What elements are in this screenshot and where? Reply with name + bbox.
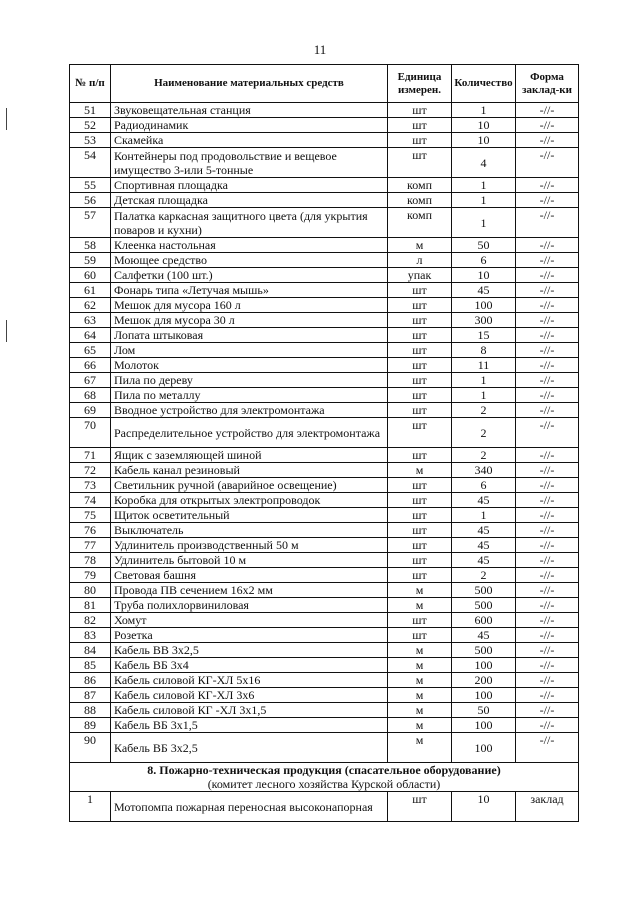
row-name: Палатка каркасная защитного цвета (для укрытия поваров и кухни): [111, 208, 388, 238]
row-name: Вводное устройство для электромонтажа: [111, 403, 388, 418]
table-row: [70, 493, 579, 508]
row-unit: м: [388, 718, 452, 733]
row-name: Лом: [111, 343, 388, 358]
row-qty: 1: [452, 103, 516, 118]
row-qty: 10: [452, 133, 516, 148]
row-number: 79: [70, 568, 111, 583]
row-unit: шт: [388, 328, 452, 343]
section-cell: [70, 763, 579, 792]
row-unit: м: [388, 688, 452, 703]
row-number: 87: [70, 688, 111, 703]
row-form: -//-: [516, 253, 579, 268]
table-row: [70, 283, 579, 298]
table-row: [70, 268, 579, 283]
row-form: заклад: [516, 792, 579, 822]
row-qty: 8: [452, 343, 516, 358]
row-number: 64: [70, 328, 111, 343]
row-unit: м: [388, 238, 452, 253]
row-name: Щиток осветительный: [111, 508, 388, 523]
row-unit: шт: [388, 523, 452, 538]
row-form: -//-: [516, 478, 579, 493]
row-name: Звуковещательная станция: [111, 103, 388, 118]
table-row: [70, 148, 579, 178]
row-unit: шт: [388, 133, 452, 148]
row-qty: 10: [452, 792, 516, 822]
table-row: [70, 253, 579, 268]
row-form: -//-: [516, 418, 579, 448]
row-number: 62: [70, 298, 111, 313]
table-row: [70, 523, 579, 538]
row-form: -//-: [516, 238, 579, 253]
row-name: Мотопомпа пожарная переносная высоконапорная: [111, 792, 388, 822]
row-number: 85: [70, 658, 111, 673]
row-form: -//-: [516, 343, 579, 358]
table-row: [70, 133, 579, 148]
row-number: 84: [70, 643, 111, 658]
row-unit: шт: [388, 118, 452, 133]
row-name: Контейнеры под продовольствие и вещевое имущество 3-или 5-тонные: [111, 148, 388, 178]
row-number: 61: [70, 283, 111, 298]
row-number: 57: [70, 208, 111, 238]
table-row: [70, 508, 579, 523]
row-name: Кабель ВБ 3х1,5: [111, 718, 388, 733]
table-row: [70, 568, 579, 583]
row-unit: м: [388, 583, 452, 598]
section-row: [70, 763, 579, 792]
row-qty: 100: [452, 298, 516, 313]
row-unit: шт: [388, 448, 452, 463]
row-unit: шт: [388, 313, 452, 328]
row-unit: шт: [388, 418, 452, 448]
row-qty: 340: [452, 463, 516, 478]
row-qty: 2: [452, 403, 516, 418]
row-qty: 100: [452, 658, 516, 673]
row-form: -//-: [516, 283, 579, 298]
row-qty: 6: [452, 253, 516, 268]
table-row: [70, 628, 579, 643]
row-unit: шт: [388, 283, 452, 298]
table-row: [70, 643, 579, 658]
row-number: 56: [70, 193, 111, 208]
table-row: [70, 373, 579, 388]
row-qty: 11: [452, 358, 516, 373]
col-header-name: Наименование материальных средств: [111, 65, 388, 103]
row-qty: 6: [452, 478, 516, 493]
row-name: Кабель силовой КГ -ХЛ 3х1,5: [111, 703, 388, 718]
row-number: 51: [70, 103, 111, 118]
table-row: [70, 448, 579, 463]
row-form: -//-: [516, 448, 579, 463]
row-number: 52: [70, 118, 111, 133]
row-number: 68: [70, 388, 111, 403]
row-form: -//-: [516, 613, 579, 628]
row-name: Кабель силовой КГ-ХЛ 3х6: [111, 688, 388, 703]
row-name: Моющее средство: [111, 253, 388, 268]
row-qty: 45: [452, 553, 516, 568]
row-number: 78: [70, 553, 111, 568]
table-row: [70, 733, 579, 763]
section-subtitle: (комитет лесного хозяйства Курской области): [207, 777, 441, 791]
row-name: Пила по металлу: [111, 388, 388, 403]
table-row: [70, 178, 579, 193]
row-form: -//-: [516, 493, 579, 508]
table-row: [70, 583, 579, 598]
row-qty: 2: [452, 448, 516, 463]
row-unit: шт: [388, 343, 452, 358]
table-row: [70, 613, 579, 628]
row-qty: 50: [452, 703, 516, 718]
table-row: [70, 658, 579, 673]
row-unit: шт: [388, 553, 452, 568]
row-number: 75: [70, 508, 111, 523]
row-unit: шт: [388, 568, 452, 583]
row-name: Детская площадка: [111, 193, 388, 208]
row-number: 59: [70, 253, 111, 268]
table-row: [70, 208, 579, 238]
row-number: 90: [70, 733, 111, 763]
row-number: 88: [70, 703, 111, 718]
row-unit: м: [388, 643, 452, 658]
col-header-form: Форма заклад-ки: [516, 65, 579, 103]
row-unit: шт: [388, 388, 452, 403]
row-form: -//-: [516, 523, 579, 538]
row-form: -//-: [516, 193, 579, 208]
row-form: -//-: [516, 553, 579, 568]
row-unit: упак: [388, 268, 452, 283]
row-number: 53: [70, 133, 111, 148]
row-form: -//-: [516, 268, 579, 283]
row-name: Труба полихлорвиниловая: [111, 598, 388, 613]
row-form: -//-: [516, 313, 579, 328]
row-qty: 50: [452, 238, 516, 253]
col-header-unit: Единица измерен.: [388, 65, 452, 103]
row-name: Хомут: [111, 613, 388, 628]
table-row: [70, 418, 579, 448]
col-header-num: № п/п: [70, 65, 111, 103]
row-unit: комп: [388, 208, 452, 238]
row-qty: 2: [452, 418, 516, 448]
row-number: 63: [70, 313, 111, 328]
row-form: -//-: [516, 733, 579, 763]
table-row: [70, 703, 579, 718]
row-form: -//-: [516, 328, 579, 343]
table-row: [70, 118, 579, 133]
row-qty: 45: [452, 628, 516, 643]
row-form: -//-: [516, 358, 579, 373]
row-form: -//-: [516, 178, 579, 193]
table-row: [70, 598, 579, 613]
table-row: [70, 103, 579, 118]
table-row: [70, 673, 579, 688]
row-name: Удлинитель производственный 50 м: [111, 538, 388, 553]
row-form: -//-: [516, 658, 579, 673]
row-number: 81: [70, 598, 111, 613]
row-name: Кабель ВБ 3х2,5: [111, 733, 388, 763]
row-form: -//-: [516, 718, 579, 733]
row-form: -//-: [516, 508, 579, 523]
row-form: -//-: [516, 643, 579, 658]
row-qty: 100: [452, 718, 516, 733]
row-unit: шт: [388, 493, 452, 508]
row-name: Спортивная площадка: [111, 178, 388, 193]
row-number: 60: [70, 268, 111, 283]
row-unit: м: [388, 703, 452, 718]
row-name: Мешок для мусора 30 л: [111, 313, 388, 328]
row-unit: шт: [388, 403, 452, 418]
row-name: Выключатель: [111, 523, 388, 538]
row-name: Удлинитель бытовой 10 м: [111, 553, 388, 568]
row-form: -//-: [516, 538, 579, 553]
table-row: [70, 358, 579, 373]
row-form: -//-: [516, 628, 579, 643]
row-number: 69: [70, 403, 111, 418]
row-qty: 1: [452, 208, 516, 238]
col-header-qty: Количество: [452, 65, 516, 103]
table-row: [70, 463, 579, 478]
row-form: -//-: [516, 373, 579, 388]
row-form: -//-: [516, 673, 579, 688]
row-number: 73: [70, 478, 111, 493]
table-row: [70, 193, 579, 208]
row-form: -//-: [516, 688, 579, 703]
table-row: [70, 538, 579, 553]
row-qty: 500: [452, 598, 516, 613]
row-qty: 200: [452, 673, 516, 688]
row-name: Коробка для открытых электропроводок: [111, 493, 388, 508]
row-unit: шт: [388, 373, 452, 388]
row-unit: комп: [388, 193, 452, 208]
page-number: 11: [313, 42, 327, 57]
row-form: -//-: [516, 118, 579, 133]
row-qty: 45: [452, 523, 516, 538]
row-number: 71: [70, 448, 111, 463]
row-number: 86: [70, 673, 111, 688]
row-form: -//-: [516, 703, 579, 718]
row-qty: 1: [452, 193, 516, 208]
row-qty: 1: [452, 178, 516, 193]
row-unit: м: [388, 463, 452, 478]
margin-mark: [6, 108, 7, 130]
row-name: Кабель ВБ 3х4: [111, 658, 388, 673]
row-unit: шт: [388, 478, 452, 493]
row-unit: шт: [388, 628, 452, 643]
row-form: -//-: [516, 133, 579, 148]
row-form: -//-: [516, 568, 579, 583]
row-qty: 100: [452, 733, 516, 763]
table-row: [70, 388, 579, 403]
row-unit: шт: [388, 538, 452, 553]
row-form: -//-: [516, 208, 579, 238]
row-qty: 10: [452, 268, 516, 283]
row-number: 74: [70, 493, 111, 508]
row-form: -//-: [516, 388, 579, 403]
row-unit: шт: [388, 358, 452, 373]
row-name: Кабель ВВ 3х2,5: [111, 643, 388, 658]
row-number: 67: [70, 373, 111, 388]
row-form: -//-: [516, 403, 579, 418]
row-number: 89: [70, 718, 111, 733]
row-name: Лопата штыковая: [111, 328, 388, 343]
table-row: [70, 313, 579, 328]
row-number: 58: [70, 238, 111, 253]
table-row: [70, 478, 579, 493]
row-qty: 1: [452, 508, 516, 523]
row-unit: л: [388, 253, 452, 268]
row-number: 83: [70, 628, 111, 643]
row-unit: шт: [388, 298, 452, 313]
row-name: Ящик с заземляющей шиной: [111, 448, 388, 463]
row-number: 66: [70, 358, 111, 373]
margin-mark: [6, 320, 7, 342]
row-number: 72: [70, 463, 111, 478]
row-number: 1: [70, 792, 111, 822]
row-qty: 1: [452, 373, 516, 388]
row-form: -//-: [516, 598, 579, 613]
table-header-row: [70, 65, 579, 103]
row-name: Клеенка настольная: [111, 238, 388, 253]
row-unit: шт: [388, 792, 452, 822]
row-name: Провода ПВ сечением 16х2 мм: [111, 583, 388, 598]
row-name: Мешок для мусора 160 л: [111, 298, 388, 313]
table-row: [70, 343, 579, 358]
row-unit: шт: [388, 148, 452, 178]
row-unit: м: [388, 598, 452, 613]
row-qty: 15: [452, 328, 516, 343]
row-form: -//-: [516, 463, 579, 478]
row-number: 82: [70, 613, 111, 628]
row-name: Фонарь типа «Летучая мышь»: [111, 283, 388, 298]
row-unit: м: [388, 733, 452, 763]
row-form: -//-: [516, 583, 579, 598]
table-row: [70, 298, 579, 313]
row-unit: шт: [388, 508, 452, 523]
table-row: [70, 328, 579, 343]
row-name: Распределительное устройство для электромонтажа: [111, 418, 388, 448]
section-title: 8. Пожарно-техническая продукция (спасательное оборудование): [147, 763, 501, 777]
row-name: Световая башня: [111, 568, 388, 583]
row-qty: 300: [452, 313, 516, 328]
table-row: [70, 553, 579, 568]
row-name: Радиодинамик: [111, 118, 388, 133]
table-row: [70, 238, 579, 253]
row-form: -//-: [516, 298, 579, 313]
row-number: 54: [70, 148, 111, 178]
row-qty: 100: [452, 688, 516, 703]
row-unit: шт: [388, 613, 452, 628]
row-number: 76: [70, 523, 111, 538]
row-qty: 45: [452, 283, 516, 298]
row-name: Пила по дереву: [111, 373, 388, 388]
table-body: [70, 103, 579, 763]
row-unit: комп: [388, 178, 452, 193]
row-qty: 1: [452, 388, 516, 403]
table-row: [70, 403, 579, 418]
row-qty: 4: [452, 148, 516, 178]
row-qty: 500: [452, 643, 516, 658]
row-name: Салфетки (100 шт.): [111, 268, 388, 283]
row-qty: 45: [452, 493, 516, 508]
row-name: Розетка: [111, 628, 388, 643]
row-qty: 10: [452, 118, 516, 133]
row-unit: м: [388, 658, 452, 673]
row-qty: 500: [452, 583, 516, 598]
row-name: Кабель силовой КГ-ХЛ 5х16: [111, 673, 388, 688]
row-qty: 600: [452, 613, 516, 628]
table-row: [70, 718, 579, 733]
row-qty: 2: [452, 568, 516, 583]
row-number: 77: [70, 538, 111, 553]
row-number: 70: [70, 418, 111, 448]
row-name: Скамейка: [111, 133, 388, 148]
row-unit: шт: [388, 103, 452, 118]
row-form: -//-: [516, 103, 579, 118]
table-row: [70, 688, 579, 703]
materials-table: [69, 64, 579, 822]
row-name: Светильник ручной (аварийное освещение): [111, 478, 388, 493]
row-number: 80: [70, 583, 111, 598]
row-number: 65: [70, 343, 111, 358]
row-name: Кабель канал резиновый: [111, 463, 388, 478]
table-row: [70, 792, 579, 822]
row-number: 55: [70, 178, 111, 193]
row-qty: 45: [452, 538, 516, 553]
row-unit: м: [388, 673, 452, 688]
row-name: Молоток: [111, 358, 388, 373]
row-form: -//-: [516, 148, 579, 178]
